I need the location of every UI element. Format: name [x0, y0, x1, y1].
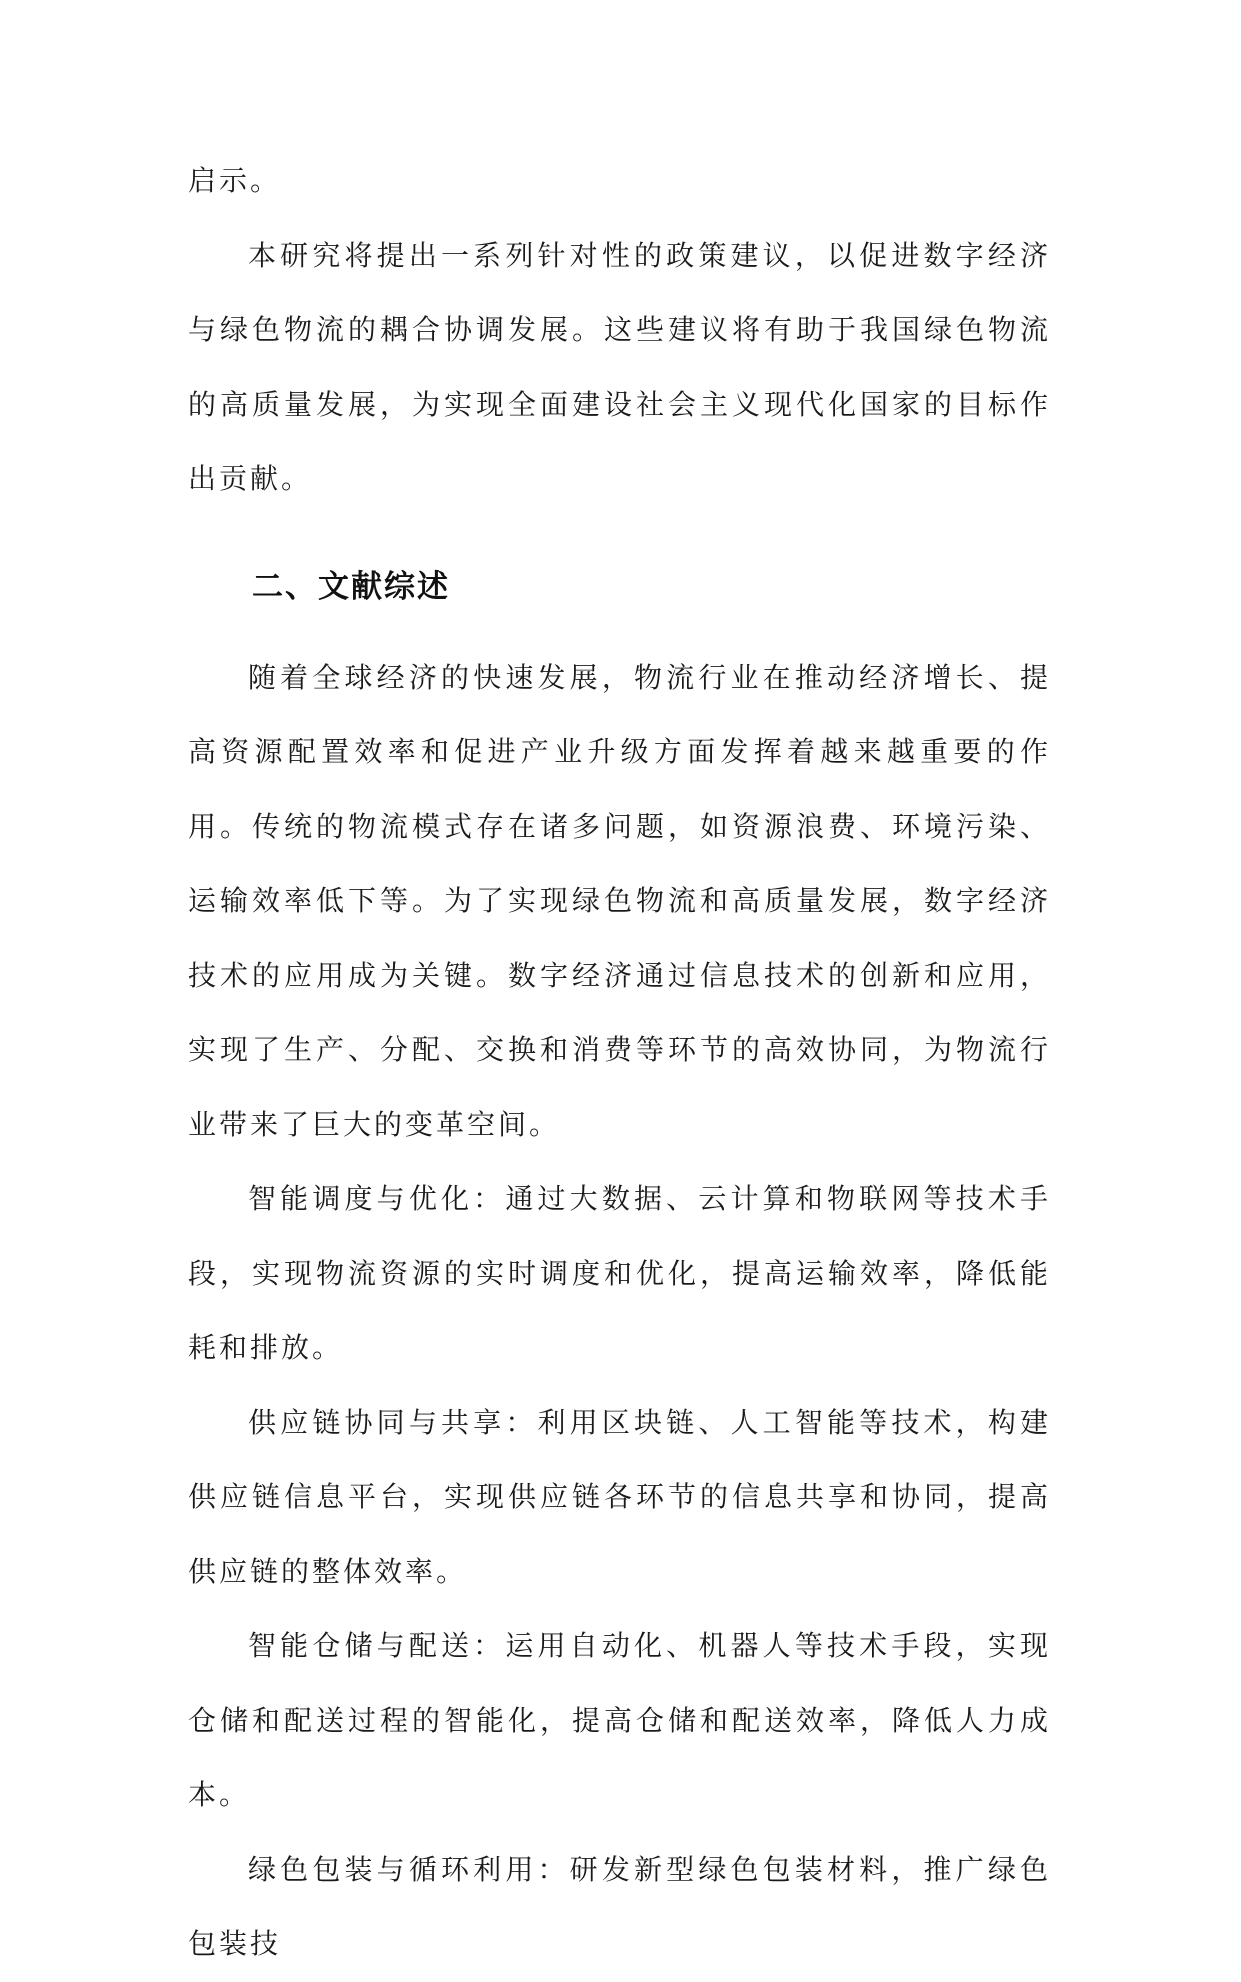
- paragraph-literature-intro: 随着全球经济的快速发展，物流行业在推动经济增长、提高资源配置效率和促进产业升级方面发挥着越来越重要的作用。传统的物流模式存在诸多问题，如资源浪费、环境污染、运输效率低下等。为了实现绿色物流和高质量发展，数字经济技术的应用成为关键。数字经济通过信息技术的创新和应用，实现了生产、分配、交换和消费等环节的高效协同，为物流行业带来了巨大的变革空间。: [188, 660, 1051, 1141]
- paragraph-green-packaging: 绿色包装与循环利用：研发新型绿色包装材料，推广绿色包装技: [188, 1852, 1051, 1960]
- paragraph-policy-suggestions: 本研究将提出一系列针对性的政策建议，以促进数字经济与绿色物流的耦合协调发展。这些建议将有助于我国绿色物流的高质量发展，为实现全面建设社会主义现代化国家的目标作出贡献。: [188, 238, 1051, 495]
- paragraph-supply-chain: 供应链协同与共享：利用区块链、人工智能等技术，构建供应链信息平台，实现供应链各环节的信息共享和协同，提高供应链的整体效率。: [188, 1405, 1051, 1588]
- paragraph-smart-dispatch: 智能调度与优化：通过大数据、云计算和物联网等技术手段，实现物流资源的实时调度和优化，提高运输效率，降低能耗和排放。: [188, 1182, 1051, 1364]
- paragraph-smart-warehousing: 智能仓储与配送：运用自动化、机器人等技术手段，实现仓储和配送过程的智能化，提高仓储和配送效率，降低人力成本。: [188, 1629, 1051, 1811]
- paragraph-continuation: 启示。: [188, 164, 282, 197]
- document-body: [188, 144, 1051, 1982]
- section-heading: 二、文献综述: [252, 568, 450, 605]
